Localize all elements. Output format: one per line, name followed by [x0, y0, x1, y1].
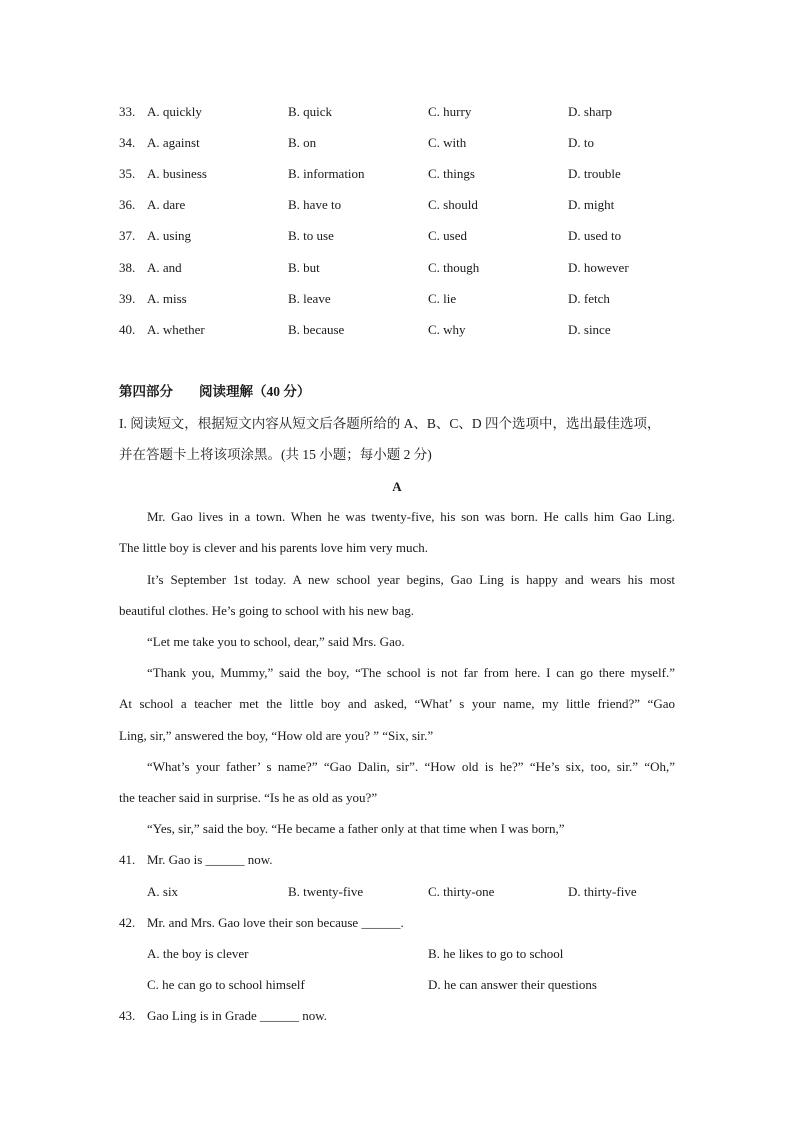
section-instruction-line-1: I. 阅读短文，根据短文内容从短文后各题所给的 A、B、C、D 四个选项中，选出最佳选项，	[119, 416, 661, 431]
option-row-37	[0, 226, 794, 246]
option-row-34	[0, 133, 794, 153]
question-42-options-ab	[0, 944, 794, 964]
option-b: B. information	[288, 166, 365, 181]
option-c: C. hurry	[428, 104, 472, 119]
option-b: B. he likes to go to school	[428, 946, 564, 961]
question-number: 33.	[119, 104, 136, 119]
option-row-33	[0, 102, 794, 122]
option-c: C. though	[428, 260, 480, 275]
option-a: A. business	[147, 166, 207, 181]
option-d: D. sharp	[568, 104, 613, 119]
option-a: A. quickly	[147, 104, 202, 119]
section-title: 阅读理解（40 分）	[199, 384, 311, 399]
section-heading	[119, 382, 310, 402]
option-b: B. but	[288, 260, 320, 275]
question-43	[0, 1006, 794, 1026]
option-b: B. to use	[288, 228, 334, 243]
passage-line: It’s September 1st today. A new school year begins, Gao Ling is happy and wears his most	[147, 572, 675, 587]
passage-line: “Thank you, Mummy,” said the boy, “The school is not far from here. I can go there myself.”	[147, 665, 675, 680]
option-a: A. miss	[147, 291, 187, 306]
option-c: C. with	[428, 135, 467, 150]
option-d: D. since	[568, 322, 611, 337]
question-number: 43.	[119, 1008, 136, 1023]
option-a: A. using	[147, 228, 192, 243]
question-number: 34.	[119, 135, 136, 150]
option-b: B. twenty-five	[288, 884, 364, 899]
question-number: 39.	[119, 291, 136, 306]
option-c: C. he can go to school himself	[147, 977, 305, 992]
option-d: D. used to	[568, 228, 622, 243]
question-41-options	[0, 882, 794, 902]
option-c: C. lie	[428, 291, 457, 306]
passage-line: “Let me take you to school, dear,” said Mrs. Gao.	[147, 634, 405, 649]
passage-line: At school a teacher met the little boy and asked, “What’ s your name, my little friend?” “Gao	[119, 696, 675, 711]
question-42-options-cd	[0, 975, 794, 995]
option-row-40	[0, 320, 794, 340]
passage-line: Ling, sir,” answered the boy, “How old are you? ” “Six, sir.”	[119, 728, 434, 743]
option-row-36	[0, 195, 794, 215]
option-b: B. have to	[288, 197, 342, 212]
option-a: A. six	[147, 884, 179, 899]
option-c: C. things	[428, 166, 475, 181]
question-text: Mr. Gao is ______ now.	[147, 852, 273, 867]
option-a: A. against	[147, 135, 200, 150]
passage-title: A	[392, 479, 402, 494]
passage-line: Mr. Gao lives in a town. When he was twenty-five, his son was born. He calls him Gao Ling.	[147, 509, 675, 524]
section-instruction-line-2: 并在答题卡上将该项涂黑。(共 15 小题；每小题 2 分)	[119, 447, 432, 462]
option-c: C. used	[428, 228, 467, 243]
question-number: 41.	[119, 852, 136, 867]
question-number: 35.	[119, 166, 136, 181]
option-d: D. to	[568, 135, 594, 150]
option-a: A. dare	[147, 197, 186, 212]
question-text: Mr. and Mrs. Gao love their son because ______.	[147, 915, 404, 930]
option-row-35	[0, 164, 794, 184]
question-number: 37.	[119, 228, 136, 243]
question-number: 42.	[119, 915, 136, 930]
option-c: C. thirty-one	[428, 884, 495, 899]
passage-line: beautiful clothes. He’s going to school with his new bag.	[119, 603, 414, 618]
option-a: A. whether	[147, 322, 205, 337]
option-b: B. leave	[288, 291, 331, 306]
question-number: 40.	[119, 322, 136, 337]
question-text: Gao Ling is in Grade ______ now.	[147, 1008, 328, 1023]
option-b: B. quick	[288, 104, 333, 119]
option-d: D. might	[568, 197, 615, 212]
option-row-38	[0, 258, 794, 278]
option-d: D. trouble	[568, 166, 621, 181]
passage-line: the teacher said in surprise. “Is he as old as you?”	[119, 790, 378, 805]
option-d: D. however	[568, 260, 629, 275]
question-42	[0, 913, 794, 933]
passage-line: The little boy is clever and his parents love him very much.	[119, 540, 429, 555]
section-part: 第四部分	[119, 384, 173, 399]
option-row-39	[0, 289, 794, 309]
passage-line: “Yes, sir,” said the boy. “He became a father only at that time when I was born,”	[147, 821, 565, 836]
question-number: 36.	[119, 197, 136, 212]
option-a: A. and	[147, 260, 182, 275]
question-number: 38.	[119, 260, 136, 275]
option-d: D. thirty-five	[568, 884, 637, 899]
option-d: D. he can answer their questions	[428, 977, 597, 992]
option-b: B. because	[288, 322, 345, 337]
option-c: C. why	[428, 322, 466, 337]
question-41	[0, 850, 794, 870]
option-d: D. fetch	[568, 291, 610, 306]
passage-line: “What’s your father’ s name?” “Gao Dalin, sir”. “How old is he?” “He’s six, too, sir.” “Oh,”	[147, 759, 675, 774]
option-a: A. the boy is clever	[147, 946, 249, 961]
option-c: C. should	[428, 197, 478, 212]
option-b: B. on	[288, 135, 317, 150]
